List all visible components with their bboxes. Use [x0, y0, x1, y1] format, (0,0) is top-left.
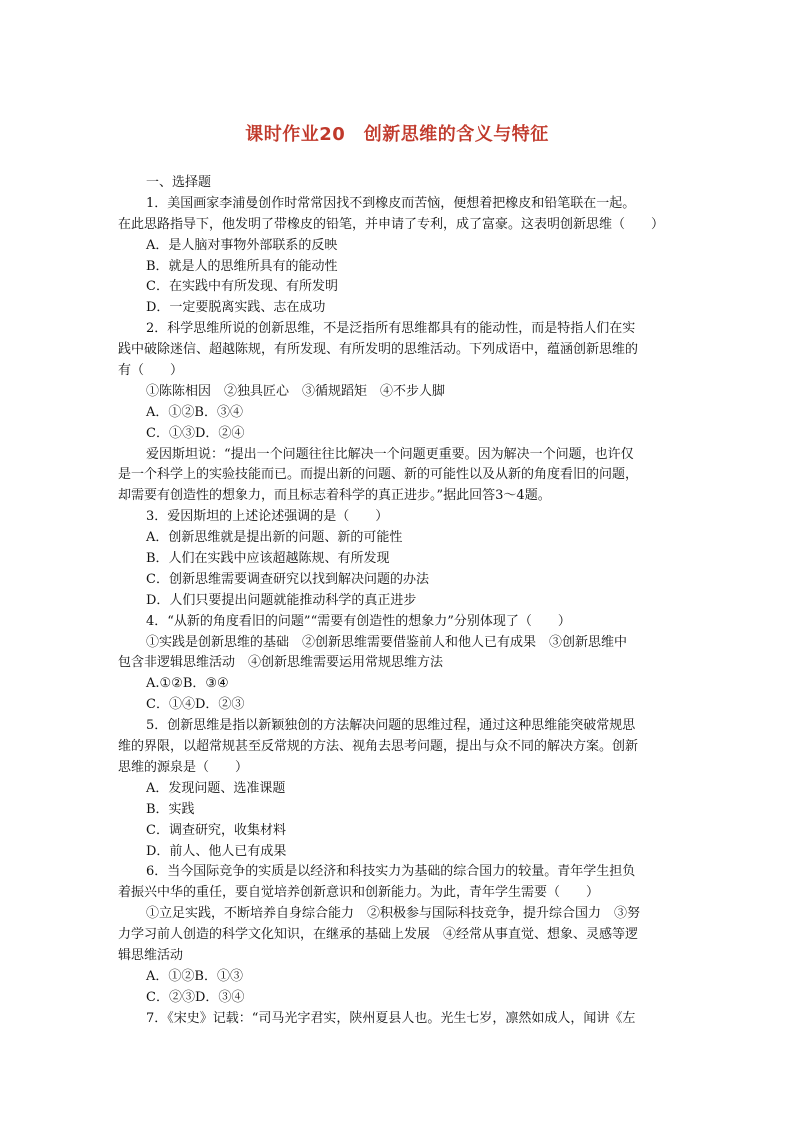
text-line: C．调查研究，收集材料	[146, 822, 286, 838]
text-line: C．在实践中有所发现、有所发明	[146, 279, 338, 295]
text-line: 是一个科学上的实验技能而已。而提出新的问题、新的可能性以及从新的角度看旧的问题，	[118, 467, 639, 483]
text-line: D．人们只要提出问题就能推动科学的真正进步	[146, 592, 417, 608]
text-line: ①陈陈相因 ②独具匠心 ③循规蹈矩 ④不步人脚	[146, 383, 446, 399]
text-line: B．就是人的思维所具有的能动性	[146, 258, 338, 274]
text-line: B．人们在实践中应该超越陈规、有所发现	[146, 551, 390, 567]
document-body	[118, 173, 680, 1030]
text-line: ①实践是创新思维的基础 ②创新思维需要借鉴前人和他人已有成果 ③创新思维中	[146, 634, 628, 650]
text-line: 6．当今国际竞争的实质是以经济和科技实力为基础的综合国力的较量。青年学生担负	[146, 864, 636, 880]
text-line: 一、选择题	[146, 175, 212, 190]
text-line: D．前人、他人已有成果	[146, 843, 287, 859]
text-line: 维的界限，以超常规甚至反常规的方法、视角去思考问题，提出与众不同的解决方案。创新	[118, 739, 639, 755]
text-line: 5．创新思维是指以新颖独创的方法解决问题的思维过程，通过这种思维能突破常规思	[146, 718, 636, 734]
text-line: A．发现问题、选准课题	[146, 780, 286, 796]
text-line: C．创新思维需要调查研究以找到解决问题的办法	[146, 571, 429, 587]
text-line: A.①②B．③④	[146, 676, 229, 692]
text-line: A．①②B．③④	[146, 404, 243, 420]
text-line: B．实践	[146, 801, 195, 817]
text-line: A．创新思维就是提出新的问题、新的可能性	[146, 530, 403, 546]
text-line: 在此思路指导下，他发明了带橡皮的铅笔，并申请了专利，成了富豪。这表明创新思维（ ）	[118, 216, 665, 232]
text-line: D．一定要脱离实践、志在成功	[146, 300, 326, 316]
text-line: 力学习前人创造的科学文化知识，在继承的基础上发展 ④经常从事直觉、想象、灵感等逻	[118, 927, 639, 943]
text-line: 1．美国画家李浦曼创作时常常因找不到橡皮而苦恼，便想着把橡皮和铅笔联在一起。	[146, 195, 636, 211]
text-line: C．②③D．③④	[146, 989, 245, 1005]
text-line: 爱因斯坦说：“提出一个问题往往比解决一个问题更重要。因为解决一个问题，也许仅	[146, 446, 634, 462]
text-line: 7．《宋史》记载：“司马光字君实，陕州夏县人也。光生七岁，凛然如成人，闻讲《左	[146, 1010, 636, 1026]
text-line: 着振兴中华的重任，要自觉培养创新意识和创新能力。为此，青年学生需要（ ）	[118, 885, 600, 901]
page-title: 课时作业20 创新思维的含义与特征	[245, 124, 549, 145]
text-line: C．①④D．②③	[146, 697, 245, 713]
text-line: C．①③D．②④	[146, 425, 245, 441]
text-line: 却需要有创造性的想象力，而且标志着科学的真正进步。”据此回答3～4题。	[118, 488, 551, 504]
text-line: 3．爱因斯坦的上述论述强调的是（ ）	[146, 509, 389, 525]
text-line: A．是人脑对事物外部联系的反映	[146, 237, 338, 253]
text-line: A．①②B．①③	[146, 968, 243, 984]
text-line: 思维的源泉是（ ）	[118, 759, 249, 775]
text-line: ①立足实践，不断培养自身综合能力 ②积极参与国际科技竞争，提升综合国力 ③努	[146, 906, 641, 922]
text-line: 2．科学思维所说的创新思维，不是泛指所有思维都具有的能动性，而是特指人们在实	[146, 321, 636, 337]
text-line: 包含非逻辑思维活动 ④创新思维需要运用常规思维方法	[118, 655, 444, 671]
text-line: 辑思维活动	[118, 947, 184, 963]
text-line: 有（ ）	[118, 363, 184, 379]
text-line: 4．“从新的角度看旧的问题”“需要有创造性的想象力”分别体现了（ ）	[146, 613, 571, 629]
text-line: 践中破除迷信、超越陈规，有所发现、有所发明的思维活动。下列成语中，蕴涵创新思维的	[118, 342, 639, 358]
